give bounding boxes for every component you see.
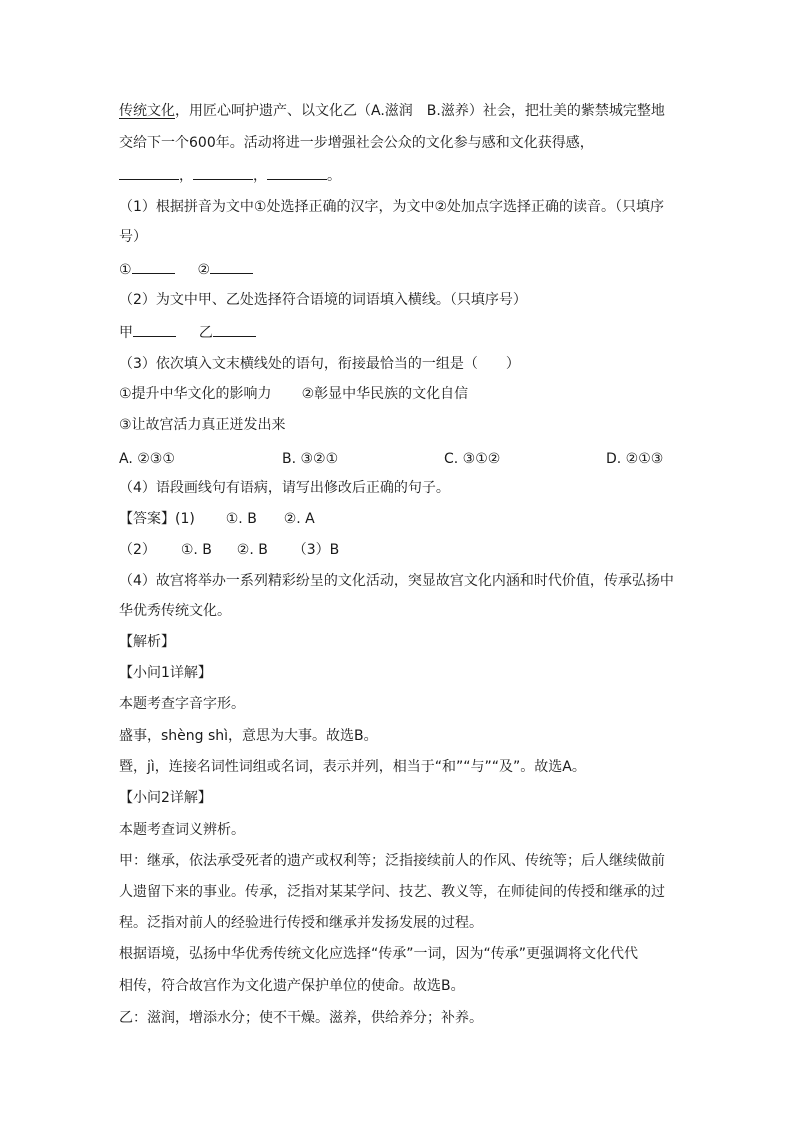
question-1-prompt-cont: 号） [119, 229, 147, 245]
question-1-prompt: （1）根据拼音为文中①处选择正确的汉字，为文中②处加点字选择正确的读音。（只填序 [119, 199, 665, 215]
separator: ， [253, 168, 267, 184]
analysis-text-line: 暨，jì，连接名词性词组或名词，表示并列，相当于“和”“与”“及”。故选A。 [119, 759, 586, 775]
question-4-prompt: （4）语段画线句有语病，请写出修改后正确的句子。 [119, 480, 450, 496]
analysis-text-line: 根据语境，弘扬中华优秀传统文化应选择“传承”一词，因为“传承”更强调将文化代代 [119, 946, 639, 962]
passage-line-1-text: ，用匠心呵护遗产、以文化乙（A.滋润 B.滋养）社会，把壮美的紫禁城完整地 [175, 103, 665, 119]
answer-value: ②. A [283, 511, 315, 527]
answer-value: ①. B [180, 542, 212, 558]
analysis-text-line: 本题考查字音字形。 [119, 696, 245, 712]
separator: 。 [327, 168, 341, 184]
underlined-sentence-fragment: 传统文化 [119, 103, 175, 119]
answer-question-number: (1) [175, 511, 195, 527]
question-1-blank-1[interactable] [132, 259, 175, 274]
sentence-item-1: ①提升中华文化的影响力 [119, 386, 272, 402]
option-b[interactable]: B. ③②① [282, 451, 339, 467]
answer-value: （3）B [292, 542, 340, 558]
question-2-prompt: （2）为文中甲、乙处选择符合语境的词语填入横线。（只填序号） [119, 292, 527, 308]
analysis-text-line: 盛事，shèng shì，意思为大事。故选B。 [119, 728, 378, 744]
passage-blank-line [119, 165, 679, 186]
question-1-blanks [119, 259, 679, 280]
analysis-text-line: 相传，符合故宫作为文化遗产保护单位的使命。故选B。 [119, 978, 465, 994]
analysis-text-line: 甲：继承，依法承受死者的遗产或权利等；泛指接续前人的作风、传统等；后人继续做前 [119, 853, 665, 869]
question-2-blanks [119, 322, 679, 343]
answer-blank-3[interactable] [267, 165, 327, 180]
analysis-text-line: 程。泛指对前人的经验进行传授和继承并发扬发展的过程。 [119, 915, 483, 931]
question-3-items-row [119, 384, 679, 404]
answer-line-2 [119, 540, 679, 560]
sentence-item-2: ②彰显中华民族的文化自信 [301, 386, 469, 402]
analysis-text-line: 本题考查词义辨析。 [119, 822, 245, 838]
analysis-text-line: 人遗留下来的事业。传承，泛指对某某学问、技艺、教义等，在师徒间的传授和继承的过 [119, 884, 665, 900]
option-d[interactable]: D. ②①③ [606, 451, 664, 467]
analysis-label: 【解析】 [119, 634, 175, 650]
option-c[interactable]: C. ③①② [444, 451, 501, 467]
answer-line-1 [119, 509, 679, 529]
question-3-prompt: （3）依次填入文末横线处的语句，衔接最恰当的一组是（ ） [119, 356, 520, 372]
answer-question-number: （2） [119, 542, 156, 558]
answer-label: 【答案】 [119, 511, 175, 527]
question-1-blank-2[interactable] [210, 259, 253, 274]
answer-q4-line-2: 华优秀传统文化。 [119, 603, 231, 619]
analysis-text-line: 乙：滋润，增添水分；使不干燥。滋养，供给养分；补养。 [119, 1010, 483, 1026]
blank-label: ① [119, 262, 132, 278]
analysis-sub1-label: 【小问1详解】 [119, 665, 212, 681]
option-a[interactable]: A. ②③① [119, 451, 175, 467]
blank-label: 乙 [198, 325, 213, 341]
question-2-blank-1[interactable] [133, 322, 176, 337]
answer-value: ①. B [225, 511, 257, 527]
answer-value: ②. B [236, 542, 268, 558]
passage-line-2: 交给下一个600年。活动将进一步增强社会公众的文化参与感和文化获得感， [119, 135, 594, 151]
passage-line-1 [119, 101, 679, 121]
answer-blank-2[interactable] [193, 165, 253, 180]
sentence-item-3: ③让故宫活力真正迸发出来 [119, 417, 286, 433]
answer-blank-1[interactable] [119, 165, 179, 180]
analysis-sub2-label: 【小问2详解】 [119, 790, 212, 806]
blank-label: 甲 [119, 325, 133, 341]
answer-q4-line-1: （4）故宫将举办一系列精彩纷呈的文化活动，突显故宫文化内涵和时代价值，传承弘扬中 [119, 573, 674, 589]
separator: ， [179, 168, 193, 184]
blank-label: ② [197, 262, 211, 278]
question-2-blank-2[interactable] [213, 322, 256, 337]
